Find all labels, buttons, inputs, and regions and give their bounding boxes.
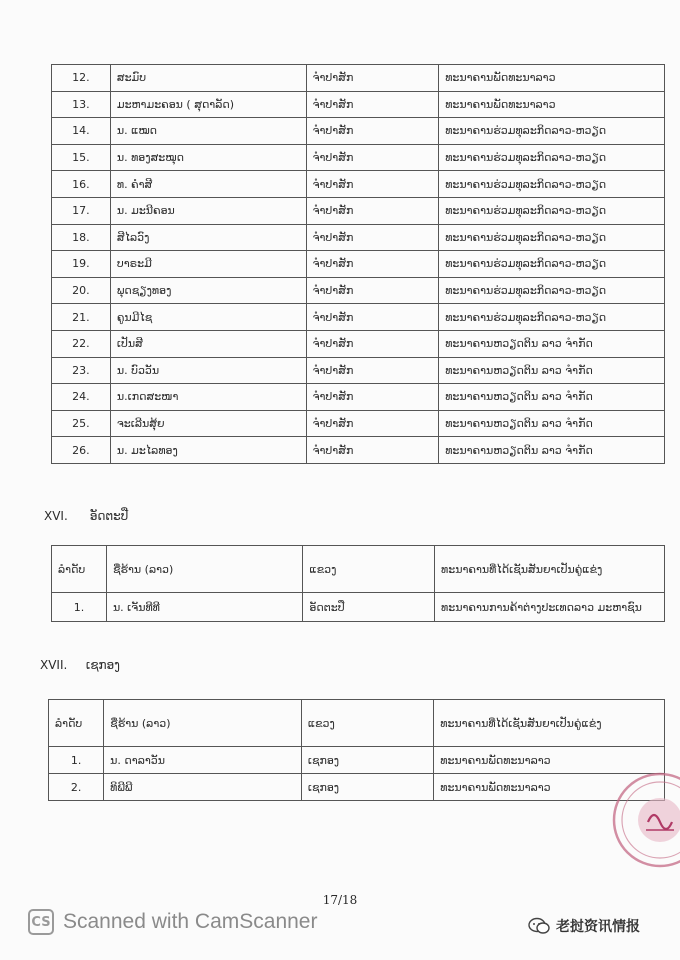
row-no: 22. (52, 330, 111, 357)
row-no: 1. (49, 747, 104, 774)
row-province: ເຊກອງ (301, 774, 433, 801)
row-company: ທະນາຄານຮ່ວມທຸລະກິດລາວ-ຫວຽດ (439, 277, 665, 304)
header-name: ຊື່ຮ້ານ (ລາວ) (104, 700, 302, 747)
table-row (52, 410, 665, 437)
wechat-watermark (528, 916, 640, 936)
section-number: XVI. (44, 509, 68, 523)
section-number: XVII. (40, 658, 68, 672)
row-company: ທະນາຄານຫວຽດຕິນ ລາວ ຈຳກັດ (439, 384, 665, 411)
header-no: ລຳດັບ (52, 546, 107, 593)
row-company: ທະນາຄານຮ່ວມທຸລະກິດລາວ-ຫວຽດ (439, 224, 665, 251)
row-no: 21. (52, 304, 111, 331)
wechat-icon (528, 917, 550, 935)
row-name: ບາຣະມີ (110, 251, 306, 278)
row-company: ທະນາຄານຫວຽດຕິນ ລາວ ຈຳກັດ (439, 437, 665, 464)
row-no: 14. (52, 118, 111, 145)
table-row (49, 774, 665, 801)
row-no: 18. (52, 224, 111, 251)
row-name: ນ. ບົວວັນ (110, 357, 306, 384)
table-row (52, 304, 665, 331)
row-province: ຈຳປາສັກ (306, 330, 439, 357)
row-company: ທະນາຄານຫວຽດຕິນ ລາວ ຈຳກັດ (439, 410, 665, 437)
row-province: ຈຳປາສັກ (306, 357, 439, 384)
row-name: ນ. ດາລາວັນ (104, 747, 302, 774)
header-name: ຊື່ຮ້ານ (ລາວ) (106, 546, 302, 593)
row-name: ເປັນສີ (110, 330, 306, 357)
camscanner-logo-icon: CS (28, 909, 54, 935)
table-header-row (52, 546, 665, 593)
table-row (52, 91, 665, 118)
row-name: ສີໄລວົງ (110, 224, 306, 251)
table-header-row (49, 700, 665, 747)
row-no: 2. (49, 774, 104, 801)
row-company: ທະນາຄານຮ່ວມທຸລະກິດລາວ-ຫວຽດ (439, 251, 665, 278)
sekong-table (48, 699, 665, 801)
row-name: ນ. ທອງສະໝຸດ (110, 144, 306, 171)
row-name: ນ. ມະໄລທອງ (110, 437, 306, 464)
row-name: ທ. ຄຳສີ (110, 171, 306, 198)
row-no: 24. (52, 384, 111, 411)
table-row (52, 171, 665, 198)
row-company: ທະນາຄານຫວຽດຕິນ ລາວ ຈຳກັດ (439, 357, 665, 384)
row-company: ທະນາຄານພັດທະນາລາວ (434, 747, 665, 774)
row-name: ຈະເລີນສຸ້ຍ (110, 410, 306, 437)
row-province: ຈຳປາສັກ (306, 91, 439, 118)
row-province: ຈຳປາສັກ (306, 437, 439, 464)
row-name: ທິພີພີ (104, 774, 302, 801)
row-name: ພຸດຊຽງທອງ (110, 277, 306, 304)
table-row (52, 118, 665, 145)
row-company: ທະນາຄານຮ່ວມທຸລະກິດລາວ-ຫວຽດ (439, 144, 665, 171)
row-company: ທະນາຄານຮ່ວມທຸລະກິດລາວ-ຫວຽດ (439, 171, 665, 198)
row-province: ຈຳປາສັກ (306, 65, 439, 92)
page-number: 17/18 (322, 893, 358, 907)
table-row (52, 357, 665, 384)
section-heading-xvi (44, 509, 128, 523)
row-province: ຈຳປາສັກ (306, 171, 439, 198)
row-no: 19. (52, 251, 111, 278)
header-no: ລຳດັບ (49, 700, 104, 747)
table-row (52, 144, 665, 171)
row-no: 23. (52, 357, 111, 384)
row-province: ຈຳປາສັກ (306, 251, 439, 278)
row-no: 17. (52, 197, 111, 224)
row-province: ຈຳປາສັກ (306, 410, 439, 437)
table-row (52, 593, 665, 622)
header-province: ແຂວງ (301, 700, 433, 747)
row-company: ທະນາຄານຮ່ວມທຸລະກິດລາວ-ຫວຽດ (439, 304, 665, 331)
row-no: 13. (52, 91, 111, 118)
table-row (52, 437, 665, 464)
row-province: ຈຳປາສັກ (306, 224, 439, 251)
section-title: ອັດຕະປື (89, 509, 129, 523)
row-no: 20. (52, 277, 111, 304)
table-row (52, 251, 665, 278)
row-province: ຈຳປາສັກ (306, 304, 439, 331)
wechat-account-name: 老挝资讯情报 (556, 919, 640, 935)
row-province: ຈຳປາສັກ (306, 384, 439, 411)
row-company: ທະນາຄານພັດທະນາລາວ (434, 774, 665, 801)
row-company: ທະນາຄານພັດທະນາລາວ (439, 91, 665, 118)
scanner-watermark (28, 907, 317, 937)
header-company: ທະນາຄານທີ່ໄດ້ເຊັນສັນຍາເປັນຄູ່ແຂ່ງ (434, 700, 665, 747)
row-no: 12. (52, 65, 111, 92)
row-province: ອັດຕະປື (303, 593, 435, 622)
row-name: ນ. ມະນີຄອນ (110, 197, 306, 224)
official-seal-icon (610, 770, 680, 870)
section-heading-xvii (40, 658, 120, 672)
row-company: ທະນາຄານພັດທະນາລາວ (439, 65, 665, 92)
header-province: ແຂວງ (303, 546, 435, 593)
scanner-watermark-text: Scanned with CamScanner (63, 910, 318, 933)
row-no: 1. (52, 593, 107, 622)
row-name: ນ. ແໝດ (110, 118, 306, 145)
row-province: ຈຳປາສັກ (306, 197, 439, 224)
row-company: ທະນາຄານການຄ້າຕ່າງປະເທດລາວ ມະຫາຊົນ (435, 593, 665, 622)
attapeu-table (51, 545, 665, 622)
row-company: ທະນາຄານຮ່ວມທຸລະກິດລາວ-ຫວຽດ (439, 118, 665, 145)
row-province: ເຊກອງ (301, 747, 433, 774)
row-no: 25. (52, 410, 111, 437)
table-row (49, 747, 665, 774)
row-company: ທະນາຄານຫວຽດຕິນ ລາວ ຈຳກັດ (439, 330, 665, 357)
table-row (52, 384, 665, 411)
table-row (52, 277, 665, 304)
row-name: ນ.ເກດສະໜາ (110, 384, 306, 411)
row-no: 16. (52, 171, 111, 198)
table-row (52, 330, 665, 357)
row-name: ນ. ເຈັນທີທີ (106, 593, 302, 622)
row-no: 15. (52, 144, 111, 171)
row-name: ຄູນມີໄຊ (110, 304, 306, 331)
header-company: ທະນາຄານທີ່ໄດ້ເຊັນສັນຍາເປັນຄູ່ແຂ່ງ (435, 546, 665, 593)
row-name: ມະຫາມະຄອນ ( ສຸດາລັດ) (110, 91, 306, 118)
row-name: ສະມົບ (110, 65, 306, 92)
row-province: ຈຳປາສັກ (306, 118, 439, 145)
table-row (52, 65, 665, 92)
section-title: ເຊກອງ (85, 658, 120, 672)
row-province: ຈຳປາສັກ (306, 277, 439, 304)
table-row (52, 224, 665, 251)
main-table (51, 64, 665, 464)
row-company: ທະນາຄານຮ່ວມທຸລະກິດລາວ-ຫວຽດ (439, 197, 665, 224)
row-no: 26. (52, 437, 111, 464)
table-row (52, 197, 665, 224)
row-province: ຈຳປາສັກ (306, 144, 439, 171)
